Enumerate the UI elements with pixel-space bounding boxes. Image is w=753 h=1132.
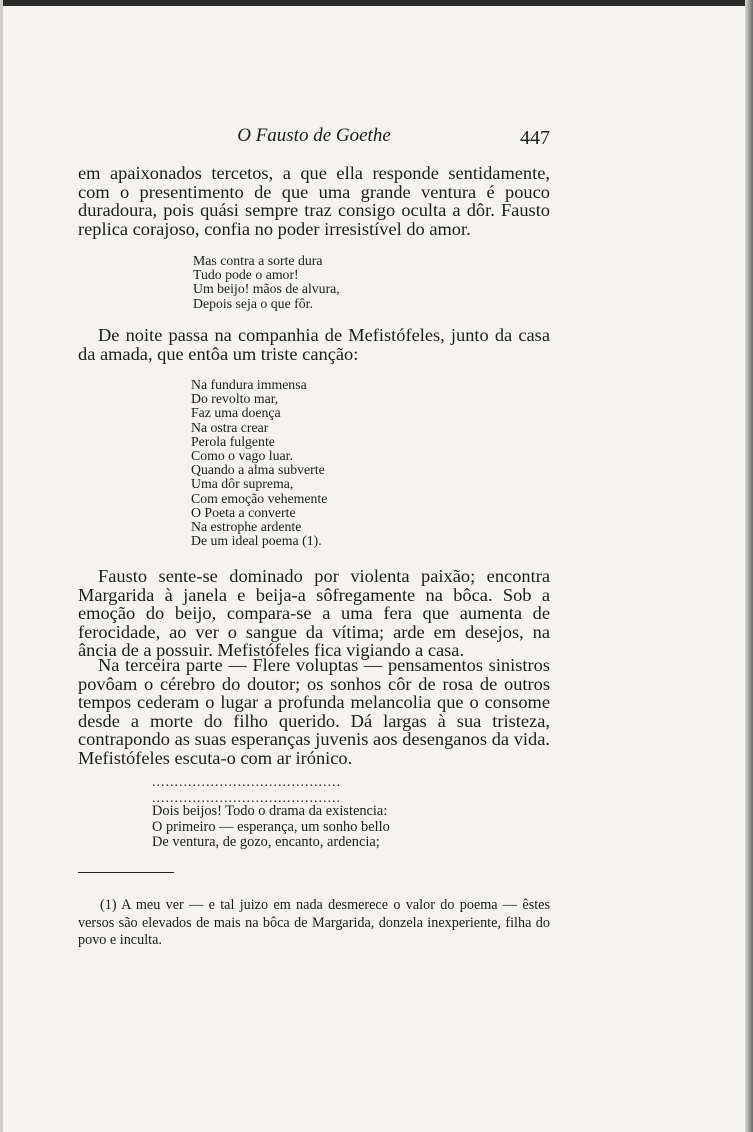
- verse-block-1: [193, 254, 340, 311]
- page-edge-left: [0, 0, 3, 1132]
- verse-line: Dois beijos! Todo o drama da existencia:: [152, 803, 388, 819]
- verse-line: Um beijo! mãos de alvura,: [193, 281, 340, 297]
- footnote: [78, 897, 550, 950]
- verse-block-2: [191, 378, 327, 548]
- page-number: 447: [520, 127, 550, 149]
- verse-line: Perola fulgente: [191, 433, 275, 449]
- verse-line: Uma dôr suprema,: [191, 476, 294, 492]
- paragraph-3: [78, 567, 550, 660]
- footnote-rule: [78, 872, 174, 873]
- verse-line: Do revolto mar,: [191, 391, 279, 407]
- verse-line: Faz uma doença: [191, 405, 281, 421]
- paragraph-4: [78, 656, 550, 768]
- page-edge-right: [745, 0, 753, 1132]
- verse-line: Mas contra a sorte dura: [193, 253, 323, 268]
- paragraph-2-text: De noite passa na companhia de Mefistófeles, junto da casa da amada, que entôa um triste canção:: [78, 325, 550, 364]
- footnote-text: (1) A meu ver — e tal juizo em nada desmerece o valor do poema — êstes versos são elevados de mais na bôca de Margarida, donzela inexperiente, filha do povo e inculta.: [78, 897, 550, 948]
- verse-line: O primeiro — esperança, um sonho bello: [152, 818, 390, 835]
- verse-line: Com emoção vehemente: [191, 490, 328, 506]
- verse-block-3: [152, 804, 390, 851]
- verse-line: Depois seja o que fôr.: [193, 295, 313, 311]
- verse-line: O Poeta a converte: [191, 504, 296, 520]
- verse-line: De um ideal poema (1).: [191, 533, 322, 549]
- verse-line: Tudo pode o amor!: [193, 267, 299, 283]
- page-header: [78, 125, 550, 151]
- running-title: O Fausto de Goethe: [237, 125, 391, 146]
- verse-line: Quando a alma subverte: [191, 462, 325, 478]
- paragraph-1: [78, 164, 550, 238]
- paragraph-3-text: Fausto sente-se dominado por violenta paixão; encontra Margarida à janela e beija-a sôfregamente na bôca. Sob a emoção do beijo, compara-se a uma fera que aumenta de ferocidade, ao ver o sangue da vítima; arde em desejos, na ância de a possuir. Mefistófeles fica vigiando a casa.: [78, 566, 550, 661]
- ellipsis-row: ..........................................: [152, 791, 341, 806]
- ellipsis-row: ..........................................: [152, 775, 341, 790]
- verse-line: De ventura, de gozo, encanto, ardencia;: [152, 834, 380, 850]
- verse-line: Na ostra crear: [191, 419, 269, 435]
- verse-line: Como o vago luar.: [191, 448, 293, 464]
- paragraph-4-text: Na terceira parte — Flere voluptas — pensamentos sinistros povôam o cérebro do doutor; os sonhos côr de rosa de outros tempos cederam o lugar a profunda melancolia que o consome desde a morte do filho querido. Dá largas à sua tristeza, contrapondo as suas esperanças juvenis aos desenganos da vida. Mefistófeles escuta-o com ar irónico.: [78, 655, 550, 768]
- verse-line: Na fundura immensa: [191, 377, 307, 392]
- verse-line: Na estrophe ardente: [191, 519, 302, 535]
- page-edge-top: [0, 0, 753, 6]
- paragraph-1-text: em apaixonados tercetos, a que ella responde sentidamente, com o presentimento de que uma grande ventura é pouco duradoura, pois quási sempre traz consigo oculta a dôr. Fausto replica corajoso, confia no poder irresistível do amor.: [78, 163, 550, 239]
- paragraph-2: [78, 326, 550, 363]
